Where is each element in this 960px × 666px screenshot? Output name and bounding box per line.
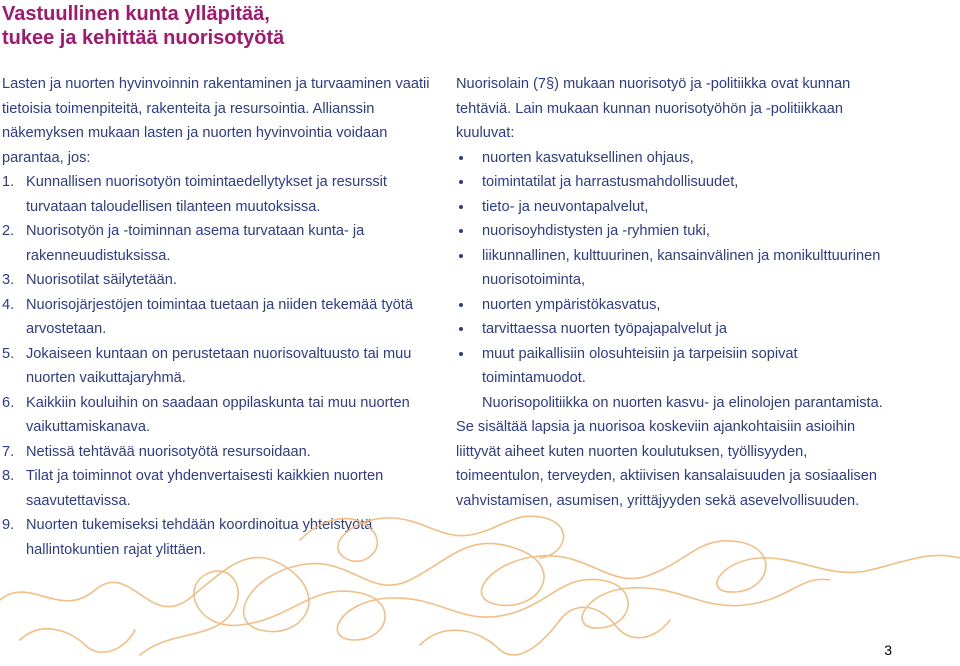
- item-text: Kunnallisen nuorisotyön toimintaedellytykset ja resurssit turvataan taloudellisen tilanteen muutoksissa.: [26, 174, 387, 215]
- item-text: Kaikkiin kouluihin on saadaan oppilaskunta tai muu nuorten vaikuttamiskanava.: [26, 394, 410, 435]
- bullet-item: nuorten ympäristökasvatus,: [456, 293, 886, 318]
- bullet-item: tieto- ja neuvontapalvelut,: [456, 195, 886, 220]
- bullet-item: tarvittaessa nuorten työpajapalvelut ja: [456, 317, 886, 342]
- list-item: [2, 293, 434, 342]
- item-text: Tilat ja toiminnot ovat yhdenvertaisesti kaikkien nuorten saavutettavissa.: [26, 468, 384, 509]
- list-item: [2, 219, 434, 268]
- title-line-2: tukee ja kehittää nuorisotyötä: [2, 27, 285, 49]
- list-item: [2, 440, 434, 465]
- item-text: Nuorten tukemiseksi tehdään koordinoitua yhteistyötä hallintokuntien rajat ylittäen.: [26, 517, 373, 558]
- item-text: Nuorisojärjestöjen toimintaa tuetaan ja niiden tekemää työtä arvostetaan.: [26, 296, 413, 337]
- bullet-item: nuorisoyhdistysten ja -ryhmien tuki,: [456, 219, 886, 244]
- list-item: [2, 342, 434, 391]
- left-intro: Lasten ja nuorten hyvinvoinnin rakentaminen ja turvaaminen vaatii tietoisia toimenpiteitä, rakenteita ja resursointia. Allianssin näkemyksen mukaan lasten ja nuorten hyvinvointia voidaan parantaa, jos:: [2, 76, 430, 166]
- item-number: 7.: [2, 443, 15, 460]
- bullet-item: muut paikallisiin olosuhteisiin ja tarpeisiin sopivat toimintamuodot.: [456, 342, 886, 391]
- item-text: Nuorisotilat säilytetään.: [26, 272, 177, 288]
- page-title: [2, 2, 284, 50]
- item-number: 1.: [2, 174, 15, 190]
- item-number: 9.: [2, 517, 15, 533]
- list-item: [2, 170, 434, 219]
- item-number: 5.: [2, 345, 15, 362]
- page-number: 3: [884, 642, 892, 658]
- item-text: Netissä tehtävää nuorisotyötä resursoidaan.: [26, 443, 311, 460]
- decorative-scribble: [0, 480, 960, 666]
- item-number: 3.: [2, 272, 15, 288]
- list-item: [2, 391, 434, 440]
- bullet-item: nuorten kasvatuksellinen ohjaus,: [456, 146, 886, 171]
- right-closing: Nuorisopolitiikka on nuorten kasvu- ja elinolojen parantamista. Se sisältää lapsia ja nuorisoa koskeviin ajankohtaisiin asioihin liittyvät aiheet kuten nuorten koulutuksen, työllisyyden, toimeentulon, terveyden, aktiivisen kansalaisuuden ja sosiaalisen vahvistamisen, asumisen, yrittäjyyden sekä asevelvollisuuden.: [456, 394, 883, 509]
- bullet-item: toimintatilat ja harrastusmahdollisuudet,: [456, 170, 886, 195]
- right-column: [456, 72, 886, 513]
- item-number: 8.: [2, 468, 15, 484]
- item-number: 4.: [2, 296, 15, 313]
- item-number: 6.: [2, 394, 15, 411]
- item-text: Jokaiseen kuntaan on perustetaan nuorisovaltuusto tai muu nuorten vaikuttajaryhmä.: [26, 345, 412, 386]
- bullet-item: liikunnallinen, kulttuurinen, kansainvälinen ja monikulttuurinen nuorisotoiminta,: [456, 244, 886, 293]
- list-item: [2, 268, 434, 293]
- right-intro: Nuorisolain (7§) mukaan nuorisotyö ja -politiikka ovat kunnan tehtäviä. Lain mukaan kunnan nuorisotyöhön ja -politiikkaan kuuluvat:: [456, 76, 851, 141]
- item-number: 2.: [2, 223, 15, 239]
- item-text: Nuorisotyön ja -toiminnan asema turvataan kunta- ja rakenneuudistuksissa.: [26, 223, 365, 264]
- title-line-1: Vastuullinen kunta ylläpitää,: [2, 3, 270, 25]
- duties-list: [456, 146, 886, 391]
